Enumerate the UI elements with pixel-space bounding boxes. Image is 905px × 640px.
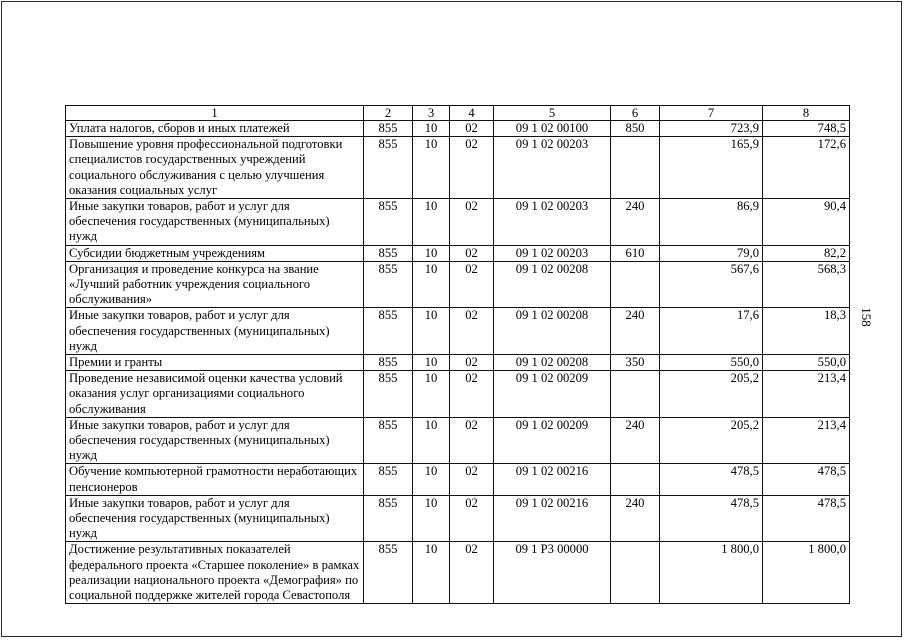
- row-name-cell: Повышение уровня профессиональной подготовки специалистов государственных учреждений социального обслуживания с целью улучшения оказания социальных услуг: [66, 137, 364, 199]
- target-article-cell: 09 1 02 00209: [494, 417, 611, 464]
- amount-year1-cell: 205,2: [660, 417, 763, 464]
- target-article-cell: 09 1 02 00203: [494, 199, 611, 246]
- target-article-cell: 09 1 02 00208: [494, 355, 611, 371]
- column-header: 8: [763, 106, 850, 121]
- amount-year1-cell: 86,9: [660, 199, 763, 246]
- target-article-cell: 09 1 02 00203: [494, 137, 611, 199]
- subsection-code-cell: 02: [450, 261, 494, 308]
- amount-year2-cell: 213,4: [763, 371, 850, 418]
- expense-type-cell: 350: [611, 355, 660, 371]
- expense-type-cell: 240: [611, 199, 660, 246]
- table-row: [66, 261, 850, 308]
- target-article-cell: 09 1 02 00203: [494, 245, 611, 261]
- ministry-code-cell: 855: [364, 542, 413, 604]
- ministry-code-cell: 855: [364, 371, 413, 418]
- column-header: 5: [494, 106, 611, 121]
- row-name-cell: Обучение компьютерной грамотности неработающих пенсионеров: [66, 464, 364, 495]
- row-name-cell: Иные закупки товаров, работ и услуг для обеспечения государственных (муниципальных) нужд: [66, 199, 364, 246]
- expense-type-cell: 850: [611, 121, 660, 137]
- ministry-code-cell: 855: [364, 417, 413, 464]
- expense-type-cell: 240: [611, 308, 660, 355]
- amount-year1-cell: 79,0: [660, 245, 763, 261]
- amount-year1-cell: 17,6: [660, 308, 763, 355]
- subsection-code-cell: 02: [450, 355, 494, 371]
- section-code-cell: 10: [413, 417, 450, 464]
- table-row: [66, 495, 850, 542]
- section-code-cell: 10: [413, 371, 450, 418]
- row-name-cell: Иные закупки товаров, работ и услуг для обеспечения государственных (муниципальных) нужд: [66, 495, 364, 542]
- amount-year2-cell: 1 800,0: [763, 542, 850, 604]
- amount-year1-cell: 567,6: [660, 261, 763, 308]
- ministry-code-cell: 855: [364, 245, 413, 261]
- column-header: 3: [413, 106, 450, 121]
- ministry-code-cell: 855: [364, 121, 413, 137]
- section-code-cell: 10: [413, 542, 450, 604]
- ministry-code-cell: 855: [364, 261, 413, 308]
- section-code-cell: 10: [413, 199, 450, 246]
- target-article-cell: 09 1 02 00208: [494, 261, 611, 308]
- expense-type-cell: [611, 261, 660, 308]
- amount-year2-cell: 748,5: [763, 121, 850, 137]
- table-body: [66, 121, 850, 604]
- amount-year2-cell: 478,5: [763, 464, 850, 495]
- amount-year2-cell: 478,5: [763, 495, 850, 542]
- column-header: 4: [450, 106, 494, 121]
- section-code-cell: 10: [413, 245, 450, 261]
- amount-year2-cell: 568,3: [763, 261, 850, 308]
- ministry-code-cell: 855: [364, 355, 413, 371]
- table-row: [66, 355, 850, 371]
- subsection-code-cell: 02: [450, 121, 494, 137]
- row-name-cell: Премии и гранты: [66, 355, 364, 371]
- table-row: [66, 542, 850, 604]
- amount-year1-cell: 1 800,0: [660, 542, 763, 604]
- column-header: 6: [611, 106, 660, 121]
- amount-year2-cell: 172,6: [763, 137, 850, 199]
- table-row: [66, 417, 850, 464]
- target-article-cell: 09 1 02 00208: [494, 308, 611, 355]
- amount-year1-cell: 723,9: [660, 121, 763, 137]
- expense-type-cell: 240: [611, 495, 660, 542]
- subsection-code-cell: 02: [450, 245, 494, 261]
- amount-year2-cell: 213,4: [763, 417, 850, 464]
- table-row: [66, 245, 850, 261]
- table-row: [66, 199, 850, 246]
- amount-year1-cell: 550,0: [660, 355, 763, 371]
- expense-type-cell: 610: [611, 245, 660, 261]
- row-name-cell: Иные закупки товаров, работ и услуг для обеспечения государственных (муниципальных) нужд: [66, 417, 364, 464]
- expense-type-cell: [611, 137, 660, 199]
- amount-year1-cell: 478,5: [660, 495, 763, 542]
- page-number: 158: [858, 307, 874, 327]
- row-name-cell: Субсидии бюджетным учреждениям: [66, 245, 364, 261]
- subsection-code-cell: 02: [450, 495, 494, 542]
- section-code-cell: 10: [413, 137, 450, 199]
- amount-year1-cell: 478,5: [660, 464, 763, 495]
- row-name-cell: Уплата налогов, сборов и иных платежей: [66, 121, 364, 137]
- subsection-code-cell: 02: [450, 417, 494, 464]
- target-article-cell: 09 1 P3 00000: [494, 542, 611, 604]
- target-article-cell: 09 1 02 00209: [494, 371, 611, 418]
- amount-year2-cell: 90,4: [763, 199, 850, 246]
- budget-table: [65, 105, 850, 604]
- section-code-cell: 10: [413, 121, 450, 137]
- ministry-code-cell: 855: [364, 308, 413, 355]
- table-header-row: [66, 106, 850, 121]
- section-code-cell: 10: [413, 464, 450, 495]
- ministry-code-cell: 855: [364, 199, 413, 246]
- amount-year2-cell: 82,2: [763, 245, 850, 261]
- section-code-cell: 10: [413, 495, 450, 542]
- column-header: 7: [660, 106, 763, 121]
- table-row: [66, 464, 850, 495]
- subsection-code-cell: 02: [450, 199, 494, 246]
- row-name-cell: Проведение независимой оценки качества условий оказания услуг организациями социального обслуживания: [66, 371, 364, 418]
- amount-year2-cell: 18,3: [763, 308, 850, 355]
- amount-year2-cell: 550,0: [763, 355, 850, 371]
- amount-year1-cell: 205,2: [660, 371, 763, 418]
- expense-type-cell: [611, 542, 660, 604]
- table-row: [66, 308, 850, 355]
- table-row: [66, 137, 850, 199]
- section-code-cell: 10: [413, 355, 450, 371]
- table-row: [66, 121, 850, 137]
- target-article-cell: 09 1 02 00100: [494, 121, 611, 137]
- column-header: 1: [66, 106, 364, 121]
- subsection-code-cell: 02: [450, 542, 494, 604]
- expense-type-cell: 240: [611, 417, 660, 464]
- section-code-cell: 10: [413, 261, 450, 308]
- expense-type-cell: [611, 371, 660, 418]
- section-code-cell: 10: [413, 308, 450, 355]
- row-name-cell: Достижение результативных показателей федерального проекта «Старшее поколение» в рамках реализации национального проекта «Демография» по социальной поддержке жителей города Севастополя: [66, 542, 364, 604]
- target-article-cell: 09 1 02 00216: [494, 495, 611, 542]
- amount-year1-cell: 165,9: [660, 137, 763, 199]
- row-name-cell: Организация и проведение конкурса на звание «Лучший работник учреждения социального обслуживания»: [66, 261, 364, 308]
- ministry-code-cell: 855: [364, 464, 413, 495]
- subsection-code-cell: 02: [450, 308, 494, 355]
- subsection-code-cell: 02: [450, 371, 494, 418]
- row-name-cell: Иные закупки товаров, работ и услуг для обеспечения государственных (муниципальных) нужд: [66, 308, 364, 355]
- subsection-code-cell: 02: [450, 464, 494, 495]
- table-row: [66, 371, 850, 418]
- expense-type-cell: [611, 464, 660, 495]
- target-article-cell: 09 1 02 00216: [494, 464, 611, 495]
- column-header: 2: [364, 106, 413, 121]
- ministry-code-cell: 855: [364, 137, 413, 199]
- subsection-code-cell: 02: [450, 137, 494, 199]
- ministry-code-cell: 855: [364, 495, 413, 542]
